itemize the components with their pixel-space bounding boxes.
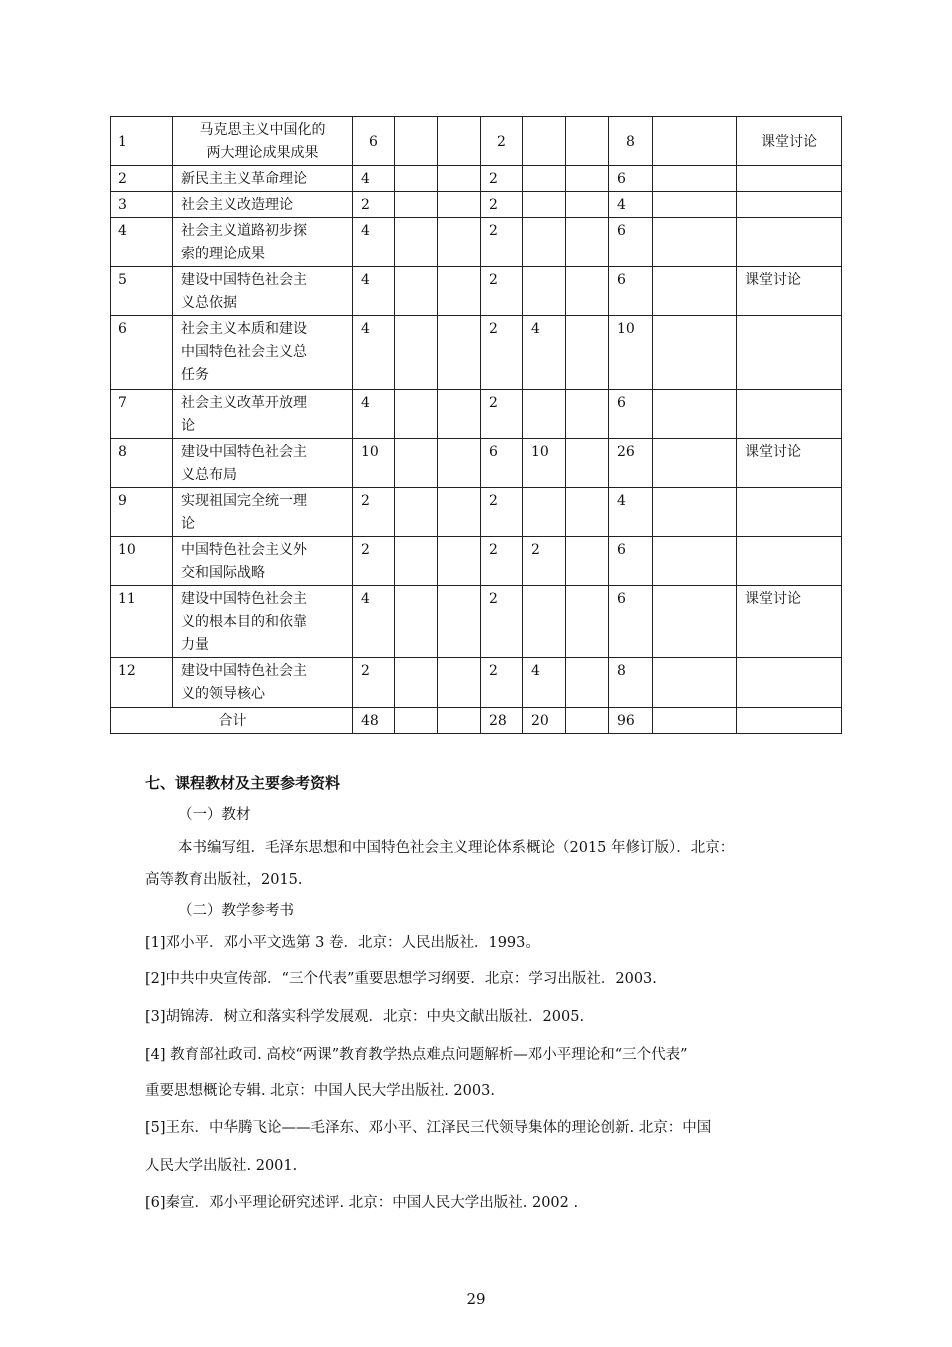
table-cell: 8 [609, 117, 653, 166]
table-cell: 6 [111, 316, 173, 390]
table-cell [653, 586, 737, 658]
table-cell: 4 [353, 586, 395, 658]
table-cell: 建设中国特色社会主 义的根本目的和依靠 力量 [173, 586, 353, 658]
table-row [111, 537, 842, 586]
table-cell: 4 [523, 658, 566, 708]
table-cell [737, 390, 842, 439]
table-cell [737, 192, 842, 218]
table-cell [395, 658, 438, 708]
table-cell: 2 [481, 166, 523, 192]
table-cell [438, 658, 481, 708]
textbook-entry-line-2: 高等教育出版社，2015. [145, 872, 303, 888]
page-number: 29 [466, 1290, 486, 1308]
table-row [111, 316, 842, 390]
table-cell: 6 [609, 218, 653, 267]
table-cell: 12 [111, 658, 173, 708]
table-cell [395, 708, 438, 734]
table-cell: 建设中国特色社会主 义总布局 [173, 439, 353, 488]
table-cell [653, 390, 737, 439]
table-cell: 2 [481, 117, 523, 166]
table-cell: 6 [609, 537, 653, 586]
table-row [111, 658, 842, 708]
table-cell [395, 439, 438, 488]
table-cell: 28 [481, 708, 523, 734]
table-cell [566, 166, 609, 192]
table-cell [438, 316, 481, 390]
table-cell: 3 [111, 192, 173, 218]
table-cell: 2 [353, 658, 395, 708]
table-cell [438, 166, 481, 192]
table-cell [566, 390, 609, 439]
table-cell [395, 117, 438, 166]
table-cell: 96 [609, 708, 653, 734]
table-cell [523, 166, 566, 192]
table-cell: 4 [609, 488, 653, 537]
table-cell: 2 [481, 658, 523, 708]
table-cell: 48 [353, 708, 395, 734]
table-cell [653, 117, 737, 166]
table-cell [438, 390, 481, 439]
table-cell: 社会主义道路初步探 索的理论成果 [173, 218, 353, 267]
table-cell [737, 218, 842, 267]
table-cell: 5 [111, 267, 173, 316]
table-cell: 2 [481, 390, 523, 439]
table-cell: 4 [609, 192, 653, 218]
table-cell [438, 267, 481, 316]
table-cell [653, 537, 737, 586]
textbook-heading: （一）教材 [178, 807, 251, 823]
table-cell [737, 658, 842, 708]
table-cell: 2 [523, 537, 566, 586]
table-cell: 4 [111, 218, 173, 267]
reference-item: [3]胡锦涛．树立和落实科学发展观．北京：中央文献出版社．2005. [145, 1009, 585, 1025]
course-hours-table [110, 116, 842, 734]
table-cell [395, 316, 438, 390]
table-cell [395, 192, 438, 218]
table-cell [438, 439, 481, 488]
table-cell: 6 [609, 166, 653, 192]
table-cell [395, 166, 438, 192]
table-row [111, 117, 842, 166]
table-cell [566, 488, 609, 537]
table-cell [523, 192, 566, 218]
table-row [111, 390, 842, 439]
table-cell [438, 708, 481, 734]
table-cell: 课堂讨论 [737, 439, 842, 488]
table-cell: 10 [609, 316, 653, 390]
table-cell: 实现祖国完全统一理 论 [173, 488, 353, 537]
reference-item-continued: 人民大学出版社. 2001. [145, 1158, 298, 1174]
table-cell [566, 439, 609, 488]
table-cell [566, 267, 609, 316]
table-cell: 建设中国特色社会主 义总依据 [173, 267, 353, 316]
table-cell [523, 488, 566, 537]
table-cell [737, 537, 842, 586]
reference-item-continued: 重要思想概论专辑. 北京：中国人民大学出版社. 2003. [145, 1083, 495, 1099]
table-cell: 2 [353, 488, 395, 537]
table-cell [438, 218, 481, 267]
table-cell [566, 316, 609, 390]
table-cell: 课堂讨论 [737, 586, 842, 658]
table-cell [653, 708, 737, 734]
table-cell: 4 [353, 166, 395, 192]
table-cell [737, 708, 842, 734]
table-cell: 9 [111, 488, 173, 537]
table-cell: 中国特色社会主义外 交和国际战略 [173, 537, 353, 586]
table-cell: 6 [609, 267, 653, 316]
table-cell: 20 [523, 708, 566, 734]
table-cell: 11 [111, 586, 173, 658]
table-cell: 马克思主义中国化的 两大理论成果成果 [173, 117, 353, 166]
textbook-entry-line-1: 本书编写组．毛泽东思想和中国特色社会主义理论体系概论（2015 年修订版）．北京： [178, 840, 735, 856]
table-cell [395, 390, 438, 439]
table-cell [438, 117, 481, 166]
table-cell [566, 708, 609, 734]
table-cell [438, 537, 481, 586]
table-cell [653, 658, 737, 708]
reference-item: [1]邓小平．邓小平文选第 3 卷．北京：人民出版社．1993。 [145, 935, 540, 951]
table-total-row [111, 708, 842, 734]
table-cell [395, 218, 438, 267]
reference-item: [4] 教育部社政司. 高校“两课”教育教学热点难点问题解析—邓小平理论和“三个代表” [145, 1047, 688, 1063]
table-cell: 2 [481, 537, 523, 586]
table-cell: 2 [481, 218, 523, 267]
table-row [111, 166, 842, 192]
table-cell [653, 488, 737, 537]
table-cell: 2 [481, 488, 523, 537]
table-cell [523, 218, 566, 267]
table-cell: 4 [523, 316, 566, 390]
table-cell: 2 [353, 192, 395, 218]
section-heading: 七、课程教材及主要参考资料 [145, 774, 341, 792]
reference-item: [5]王东．中华腾飞论——毛泽东、邓小平、江泽民三代领导集体的理论创新. 北京：中国 [145, 1120, 712, 1136]
table-cell [737, 316, 842, 390]
table-cell [395, 586, 438, 658]
table-cell: 社会主义本质和建设 中国特色社会主义总 任务 [173, 316, 353, 390]
table-cell [395, 488, 438, 537]
table-cell: 社会主义改革开放理 论 [173, 390, 353, 439]
total-label: 合计 [111, 708, 353, 734]
table-cell: 6 [353, 117, 395, 166]
table-cell [523, 267, 566, 316]
table-cell [523, 390, 566, 439]
table-row [111, 218, 842, 267]
table-cell [523, 586, 566, 658]
table-cell [566, 537, 609, 586]
table-cell [566, 218, 609, 267]
table-cell: 4 [353, 390, 395, 439]
table-cell: 6 [481, 439, 523, 488]
table-cell: 2 [111, 166, 173, 192]
table-cell: 8 [111, 439, 173, 488]
table-cell: 社会主义改造理论 [173, 192, 353, 218]
table-cell: 课堂讨论 [737, 267, 842, 316]
table-cell [653, 439, 737, 488]
table-cell: 建设中国特色社会主 义的领导核心 [173, 658, 353, 708]
table-cell [653, 267, 737, 316]
table-cell: 2 [481, 192, 523, 218]
table-cell [653, 166, 737, 192]
table-cell [566, 192, 609, 218]
table-cell: 2 [481, 586, 523, 658]
table-cell [566, 586, 609, 658]
table-cell: 课堂讨论 [737, 117, 842, 166]
table-row [111, 488, 842, 537]
references-heading: （二）教学参考书 [178, 903, 294, 919]
table-cell [395, 267, 438, 316]
table-cell: 6 [609, 390, 653, 439]
table-cell [523, 117, 566, 166]
table-cell [653, 316, 737, 390]
table-cell [653, 218, 737, 267]
table-cell [395, 537, 438, 586]
table-cell [737, 488, 842, 537]
table-row [111, 267, 842, 316]
reference-item: [2]中共中央宣传部．“三个代表”重要思想学习纲要．北京：学习出版社．2003. [145, 971, 657, 987]
table-cell: 10 [353, 439, 395, 488]
table-row [111, 586, 842, 658]
table-row [111, 439, 842, 488]
table-cell [438, 586, 481, 658]
table-cell: 4 [353, 316, 395, 390]
table-cell: 10 [111, 537, 173, 586]
table-cell: 新民主主义革命理论 [173, 166, 353, 192]
table-cell [737, 166, 842, 192]
table-cell: 4 [353, 267, 395, 316]
table-cell: 2 [481, 267, 523, 316]
table-cell [438, 488, 481, 537]
table-cell: 6 [609, 586, 653, 658]
table-cell [566, 117, 609, 166]
reference-item: [6]秦宣．邓小平理论研究述评. 北京：中国人民大学出版社. 2002 . [145, 1195, 579, 1211]
table-cell: 2 [481, 316, 523, 390]
table-cell: 8 [609, 658, 653, 708]
table-cell: 26 [609, 439, 653, 488]
table-cell [438, 192, 481, 218]
table-cell: 7 [111, 390, 173, 439]
table-cell: 1 [111, 117, 173, 166]
table-cell: 2 [353, 537, 395, 586]
table-cell [566, 658, 609, 708]
table-row [111, 192, 842, 218]
table-cell: 10 [523, 439, 566, 488]
table-cell [653, 192, 737, 218]
table-cell: 4 [353, 218, 395, 267]
